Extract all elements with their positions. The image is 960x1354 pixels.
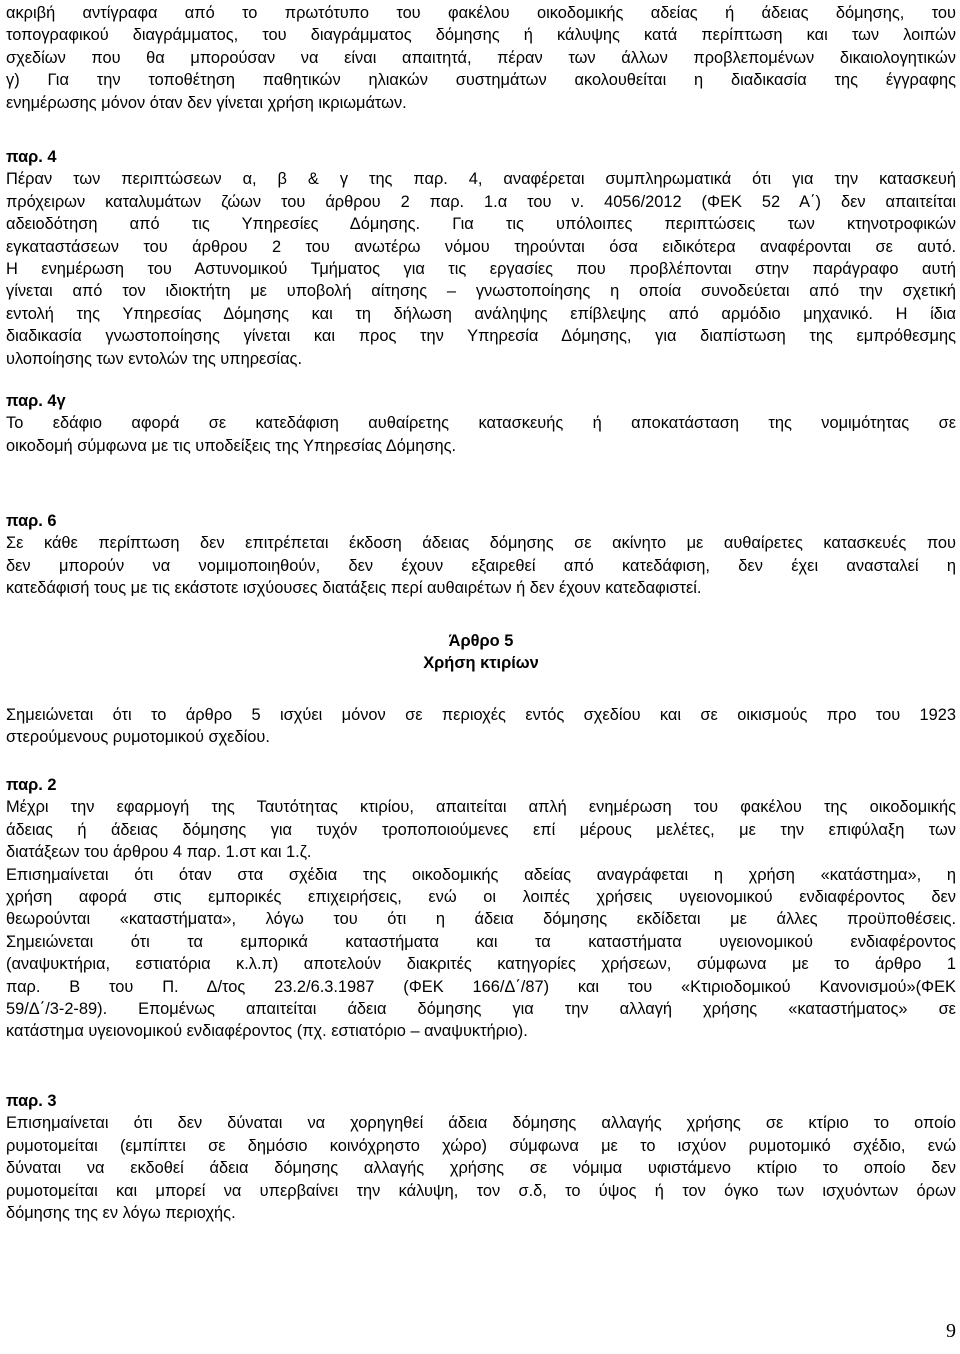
- text-line: (αναψυκτήρια, εστιατόρια κ.λ.π) αποτελούν διακριτές κατηγορίες χρήσεων, σύμφωνα με το άρθρο 1: [6, 955, 956, 974]
- section-heading: παρ. 4: [6, 148, 57, 166]
- text-line: Σημειώνεται ότι το άρθρο 5 ισχύει μόνον σε περιοχές εντός σχεδίου και σε οικισμούς προ του 1923: [6, 706, 956, 724]
- text-line: πρόχειρων καταλυμάτων ζώων του άρθρου 2 παρ. 1.α του ν. 4056/2012 (ΦΕΚ 52 Α΄) δεν απαιτείται: [6, 192, 956, 211]
- text-line: χρήση αφορά στις εμπορικές επιχειρήσεις, ενώ οι λοιπές χρήσεις υγειονομικού ενδιαφέροντος δεν: [6, 888, 956, 907]
- article5-intro: [6, 704, 956, 749]
- text-line: εντολή της Υπηρεσίας Δόμησης και τη δήλωση ανάληψης επίβλεψης από αρμόδιο μηχανικό. Η ίδια: [6, 304, 956, 323]
- section-heading: παρ. 4γ: [6, 392, 66, 410]
- page-number: 9: [946, 1320, 956, 1342]
- text-line: άδειας ή άδειας δόμησης για τυχόν τροποποιούμενες επί μέρους μελέτες, με την επιφύλαξη των: [6, 820, 956, 839]
- text-line: Σημειώνεται ότι τα εμπορικά καταστήματα και τα καταστήματα υγειονομικού ενδιαφέροντος: [6, 932, 956, 951]
- text-line: σχεδίων που θα μπορούσαν να είναι απαιτητά, πέραν των άλλων προβλεπομένων δικαιολογητικών: [6, 48, 956, 67]
- text-line: 59/Δ΄/3-2-89). Επομένως απαιτείται άδεια δόμησης για την αλλαγή χρήσης «καταστήματος» σε: [6, 1000, 956, 1019]
- text-line: διαδικασία γνωστοποίησης γίνεται και προς την Υπηρεσία Δόμησης, για διαπίστωση της εμπρόθεσμης: [6, 327, 956, 346]
- text-line: δόμησης της εν λόγω περιοχής.: [6, 1204, 236, 1223]
- article5-header: [6, 630, 956, 675]
- text-line: κατεδάφισή τους με τις εκάστοτε ισχύουσες διατάξεις περί αυθαιρέτων ή δεν έχουν κατεδαφιστεί.: [6, 579, 702, 598]
- text-line: τοπογραφικού διαγράμματος, του διαγράμματος δόμησης ή κάλυψης κατά περίπτωση και των λοιπών: [6, 26, 956, 45]
- text-line: θεωρούνται «καταστήματα», λόγω του ότι η άδεια δόμησης εκδίδεται με άλλες προϋποθέσεις.: [6, 910, 956, 929]
- text-line: Μέχρι την εφαρμογή της Ταυτότητας κτιρίου, απαιτείται απλή ενημέρωση του φακέλου της οικοδομικής: [6, 798, 956, 817]
- text-line: δύναται να εκδοθεί άδεια δόμησης αλλαγής χρήσης σε νόμιμα υφιστάμενο κτίριο το οποίο δεν: [6, 1159, 956, 1178]
- text-line: υλοποίησης των εντολών της υπηρεσίας.: [6, 349, 303, 368]
- text-line: Πέραν των περιπτώσεων α, β & γ της παρ. 4, αναφέρεται συμπληρωματικά ότι για την κατασκευή: [6, 170, 956, 189]
- text-line: ρυμοτομείται και μπορεί να υπερβαίνει την κάλυψη, τον σ.δ, το ύψος ή τον όγκο των ισχυόντων όρων: [6, 1181, 956, 1200]
- text-line: Σε κάθε περίπτωση δεν επιτρέπεται έκδοση άδειας δόμησης σε ακίνητο με αυθαίρετες κατασκευές που: [6, 534, 956, 553]
- text-line: ακριβή αντίγραφα από το πρωτότυπο του φακέλου οικοδομικής αδείας ή άδειας δόμησης, του: [6, 4, 956, 22]
- section-heading: παρ. 6: [6, 512, 57, 530]
- article-title: Άρθρο 5: [448, 632, 514, 650]
- text-line: οικοδομή σύμφωνα με τις υποδείξεις της Υπηρεσίας Δόμησης.: [6, 436, 457, 455]
- text-line: εγκαταστάσεων του άρθρου 2 του ανωτέρω νόμου τηρούνται όσα ειδικότερα αναφέρονται σε αυτό.: [6, 237, 956, 256]
- text-line: κατάστημα υγειονομικού ενδιαφέροντος (πχ. εστιατόριο – αναψυκτήριο).: [6, 1022, 528, 1041]
- text-line: παρ. Β του Π. Δ/τος 23.2/6.3.1987 (ΦΕΚ 166/Δ΄/87) και του «Κτιριοδομικού Κανονισμού»(ΦΕΚ: [6, 977, 956, 996]
- par2-section: [6, 774, 956, 1043]
- par4-section: [6, 146, 956, 370]
- par3-section: [6, 1090, 956, 1224]
- text-line: Επισημαίνεται ότι δεν δύναται να χορηγηθεί άδεια δόμησης αλλαγής χρήσης σε κτίριο το οποίο: [6, 1114, 956, 1133]
- text-line: ενημέρωσης μόνον όταν δεν γίνεται χρήση ικριωμάτων.: [6, 93, 407, 112]
- text-line: γίνεται από τον ιδιοκτήτη με υποβολή αίτησης – γνωστοποίησης η οποία συνοδεύεται από την σχετική: [6, 282, 956, 301]
- par6-section: [6, 510, 956, 600]
- text-line: αδειοδότηση από τις Υπηρεσίες Δόμησης. Για τις υπόλοιπες περιπτώσεις των κτηνοτροφικών: [6, 215, 956, 234]
- text-line: Το εδάφιο αφορά σε κατεδάφιση αυθαίρετης κατασκευής ή αποκατάσταση της νομιμότητας σε: [6, 414, 956, 433]
- section-heading: παρ. 2: [6, 776, 57, 794]
- text-line: Επισημαίνεται ότι όταν στα σχέδια της οικοδομικής αδείας αναγράφεται η χρήση «κατάστημα», η: [6, 865, 956, 884]
- text-line: δεν μπορούν να νομιμοποιηθούν, δεν έχουν εξαιρεθεί από κατεδάφιση, δεν έχει ανασταλεί η: [6, 556, 956, 575]
- intro-section: [6, 2, 956, 114]
- text-line: στερούμενους ρυμοτομικού σχεδίου.: [6, 728, 270, 747]
- article-subtitle: Χρήση κτιρίων: [423, 654, 539, 673]
- text-line: ρυμοτομείται (εμπίπτει σε δημόσιο κοινόχρηστο χώρο) σύμφωνα με το ισχύον ρυμοτομικό σχέδιο, ενώ: [6, 1136, 956, 1155]
- par4g-section: [6, 390, 956, 457]
- text-line: διατάξεων του άρθρου 4 παρ. 1.στ και 1.ζ.: [6, 843, 312, 862]
- section-heading: παρ. 3: [6, 1092, 57, 1110]
- text-line: Η ενημέρωση του Αστυνομικού Τμήματος για τις εργασίες που προβλέπονται στην παράγραφο αυτή: [6, 260, 956, 279]
- text-line: γ) Για την τοποθέτηση παθητικών ηλιακών συστημάτων ακολουθείται η διαδικασία της έγγραφης: [6, 71, 956, 90]
